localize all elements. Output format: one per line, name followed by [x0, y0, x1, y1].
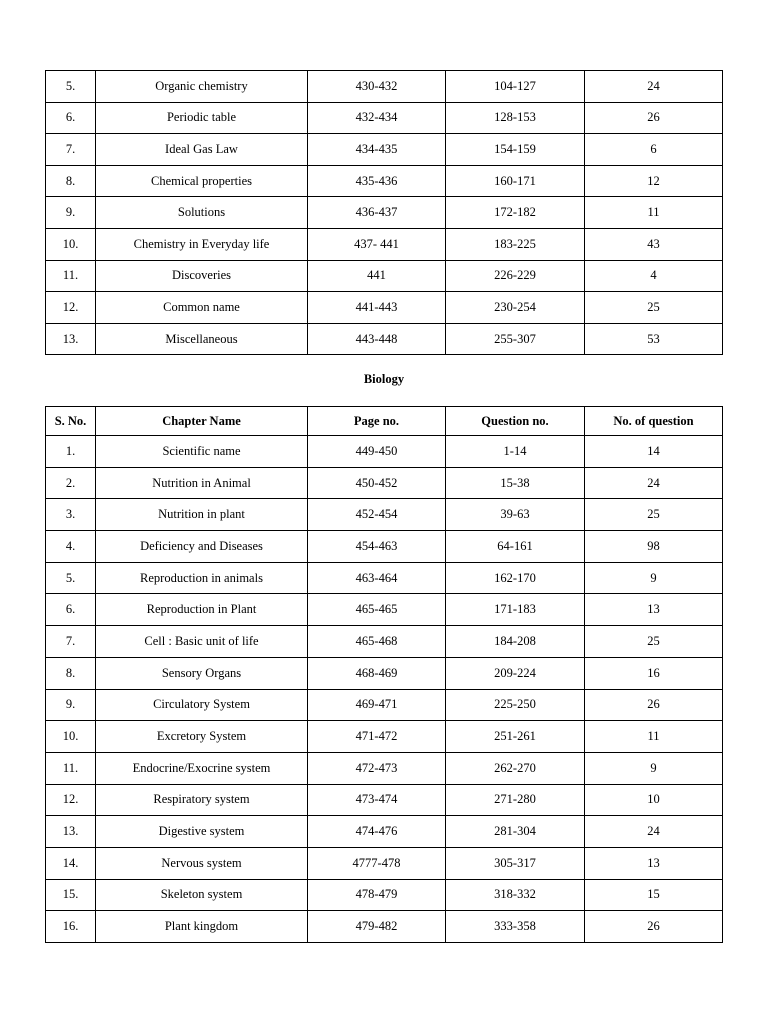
- table-row: [46, 197, 723, 229]
- table-row: [46, 689, 723, 721]
- section-title-biology: Biology: [363, 372, 405, 386]
- table-row: [46, 721, 723, 753]
- cell-sno: 7.: [46, 134, 96, 166]
- cell-sno: 12.: [46, 292, 96, 324]
- cell-page-no: 472-473: [308, 752, 446, 784]
- cell-question-no: 305-317: [446, 847, 585, 879]
- table-row: [46, 626, 723, 658]
- cell-chapter-name: Skeleton system: [96, 879, 308, 911]
- cell-question-no: 1-14: [446, 436, 585, 468]
- cell-chapter-name: Excretory System: [96, 721, 308, 753]
- cell-question-count: 26: [585, 102, 723, 134]
- table-row: [46, 594, 723, 626]
- cell-question-no: 162-170: [446, 562, 585, 594]
- cell-question-count: 16: [585, 657, 723, 689]
- cell-page-no: 463-464: [308, 562, 446, 594]
- cell-sno: 3.: [46, 499, 96, 531]
- cell-sno: 11.: [46, 260, 96, 292]
- cell-question-no: 15-38: [446, 467, 585, 499]
- cell-question-count: 11: [585, 721, 723, 753]
- cell-question-count: 13: [585, 847, 723, 879]
- cell-chapter-name: Deficiency and Diseases: [96, 531, 308, 563]
- cell-page-no: 432-434: [308, 102, 446, 134]
- cell-sno: 15.: [46, 879, 96, 911]
- cell-sno: 14.: [46, 847, 96, 879]
- cell-question-count: 9: [585, 752, 723, 784]
- cell-chapter-name: Plant kingdom: [96, 911, 308, 943]
- cell-chapter-name: Endocrine/Exocrine system: [96, 752, 308, 784]
- table-row: [46, 165, 723, 197]
- cell-question-no: 262-270: [446, 752, 585, 784]
- cell-question-count: 14: [585, 436, 723, 468]
- cell-page-no: 479-482: [308, 911, 446, 943]
- table-row: [46, 847, 723, 879]
- cell-question-count: 25: [585, 292, 723, 324]
- cell-question-count: 15: [585, 879, 723, 911]
- cell-sno: 1.: [46, 436, 96, 468]
- cell-page-no: 436-437: [308, 197, 446, 229]
- cell-chapter-name: Solutions: [96, 197, 308, 229]
- table-row: [46, 752, 723, 784]
- table-row: [46, 657, 723, 689]
- cell-sno: 13.: [46, 816, 96, 848]
- cell-chapter-name: Sensory Organs: [96, 657, 308, 689]
- cell-question-no: 160-171: [446, 165, 585, 197]
- cell-question-count: 98: [585, 531, 723, 563]
- cell-question-count: 10: [585, 784, 723, 816]
- cell-sno: 8.: [46, 165, 96, 197]
- cell-sno: 10.: [46, 721, 96, 753]
- chemistry-table-body: [46, 71, 723, 355]
- cell-chapter-name: Reproduction in animals: [96, 562, 308, 594]
- cell-question-no: 230-254: [446, 292, 585, 324]
- cell-chapter-name: Organic chemistry: [96, 71, 308, 103]
- cell-sno: 9.: [46, 689, 96, 721]
- cell-page-no: 430-432: [308, 71, 446, 103]
- cell-page-no: 452-454: [308, 499, 446, 531]
- cell-question-no: 255-307: [446, 323, 585, 355]
- cell-page-no: 4777-478: [308, 847, 446, 879]
- cell-sno: 13.: [46, 323, 96, 355]
- table-row: [46, 260, 723, 292]
- table-row: [46, 531, 723, 563]
- header-sno: S. No.: [46, 407, 96, 436]
- cell-question-no: 281-304: [446, 816, 585, 848]
- cell-question-count: 53: [585, 323, 723, 355]
- cell-question-no: 154-159: [446, 134, 585, 166]
- table-row: [46, 323, 723, 355]
- cell-page-no: 441-443: [308, 292, 446, 324]
- cell-question-no: 225-250: [446, 689, 585, 721]
- biology-header-row: [46, 407, 723, 436]
- cell-question-no: 104-127: [446, 71, 585, 103]
- cell-question-no: 251-261: [446, 721, 585, 753]
- table-row: [46, 784, 723, 816]
- cell-page-no: 478-479: [308, 879, 446, 911]
- cell-chapter-name: Chemical properties: [96, 165, 308, 197]
- cell-chapter-name: Nutrition in plant: [96, 499, 308, 531]
- cell-chapter-name: Periodic table: [96, 102, 308, 134]
- table-row: [46, 879, 723, 911]
- cell-question-count: 24: [585, 71, 723, 103]
- table-row: [46, 102, 723, 134]
- cell-chapter-name: Discoveries: [96, 260, 308, 292]
- cell-question-count: 12: [585, 165, 723, 197]
- chemistry-table: [45, 70, 723, 355]
- cell-question-count: 4: [585, 260, 723, 292]
- cell-question-no: 318-332: [446, 879, 585, 911]
- cell-chapter-name: Nutrition in Animal: [96, 467, 308, 499]
- cell-question-no: 64-161: [446, 531, 585, 563]
- cell-page-no: 441: [308, 260, 446, 292]
- table-row: [46, 911, 723, 943]
- cell-page-no: 465-468: [308, 626, 446, 658]
- cell-question-count: 43: [585, 228, 723, 260]
- cell-question-count: 13: [585, 594, 723, 626]
- header-page-no: Page no.: [308, 407, 446, 436]
- table-row: [46, 562, 723, 594]
- cell-chapter-name: Ideal Gas Law: [96, 134, 308, 166]
- cell-page-no: 471-472: [308, 721, 446, 753]
- cell-question-no: 128-153: [446, 102, 585, 134]
- cell-question-no: 39-63: [446, 499, 585, 531]
- cell-sno: 11.: [46, 752, 96, 784]
- cell-sno: 7.: [46, 626, 96, 658]
- cell-question-count: 26: [585, 911, 723, 943]
- cell-page-no: 454-463: [308, 531, 446, 563]
- cell-page-no: 469-471: [308, 689, 446, 721]
- table-row: [46, 467, 723, 499]
- header-chapter-name: Chapter Name: [96, 407, 308, 436]
- cell-page-no: 437- 441: [308, 228, 446, 260]
- biology-table: [45, 406, 723, 943]
- cell-chapter-name: Common name: [96, 292, 308, 324]
- cell-question-no: 209-224: [446, 657, 585, 689]
- cell-sno: 10.: [46, 228, 96, 260]
- table-row: [46, 436, 723, 468]
- cell-page-no: 468-469: [308, 657, 446, 689]
- cell-question-count: 25: [585, 499, 723, 531]
- cell-page-no: 450-452: [308, 467, 446, 499]
- cell-question-no: 226-229: [446, 260, 585, 292]
- cell-page-no: 443-448: [308, 323, 446, 355]
- cell-chapter-name: Nervous system: [96, 847, 308, 879]
- cell-page-no: 435-436: [308, 165, 446, 197]
- cell-chapter-name: Digestive system: [96, 816, 308, 848]
- cell-question-count: 24: [585, 816, 723, 848]
- table-row: [46, 292, 723, 324]
- table-row: [46, 499, 723, 531]
- cell-question-no: 172-182: [446, 197, 585, 229]
- cell-question-count: 11: [585, 197, 723, 229]
- cell-sno: 12.: [46, 784, 96, 816]
- cell-question-no: 183-225: [446, 228, 585, 260]
- cell-sno: 16.: [46, 911, 96, 943]
- table-row: [46, 134, 723, 166]
- cell-page-no: 473-474: [308, 784, 446, 816]
- cell-sno: 2.: [46, 467, 96, 499]
- header-question-no: Question no.: [446, 407, 585, 436]
- cell-chapter-name: Scientific name: [96, 436, 308, 468]
- cell-chapter-name: Cell : Basic unit of life: [96, 626, 308, 658]
- cell-page-no: 434-435: [308, 134, 446, 166]
- cell-chapter-name: Chemistry in Everyday life: [96, 228, 308, 260]
- cell-chapter-name: Reproduction in Plant: [96, 594, 308, 626]
- biology-table-body: [46, 436, 723, 943]
- cell-question-count: 25: [585, 626, 723, 658]
- cell-chapter-name: Miscellaneous: [96, 323, 308, 355]
- table-row: [46, 71, 723, 103]
- cell-sno: 9.: [46, 197, 96, 229]
- cell-sno: 5.: [46, 562, 96, 594]
- cell-page-no: 449-450: [308, 436, 446, 468]
- cell-question-count: 26: [585, 689, 723, 721]
- table-row: [46, 228, 723, 260]
- cell-sno: 5.: [46, 71, 96, 103]
- cell-sno: 4.: [46, 531, 96, 563]
- header-question-count: No. of question: [585, 407, 723, 436]
- cell-chapter-name: Circulatory System: [96, 689, 308, 721]
- cell-sno: 8.: [46, 657, 96, 689]
- cell-chapter-name: Respiratory system: [96, 784, 308, 816]
- cell-question-count: 24: [585, 467, 723, 499]
- table-row: [46, 816, 723, 848]
- cell-page-no: 474-476: [308, 816, 446, 848]
- cell-page-no: 465-465: [308, 594, 446, 626]
- cell-question-no: 271-280: [446, 784, 585, 816]
- cell-question-no: 171-183: [446, 594, 585, 626]
- cell-sno: 6.: [46, 102, 96, 134]
- cell-question-no: 333-358: [446, 911, 585, 943]
- cell-question-no: 184-208: [446, 626, 585, 658]
- cell-question-count: 9: [585, 562, 723, 594]
- cell-question-count: 6: [585, 134, 723, 166]
- cell-sno: 6.: [46, 594, 96, 626]
